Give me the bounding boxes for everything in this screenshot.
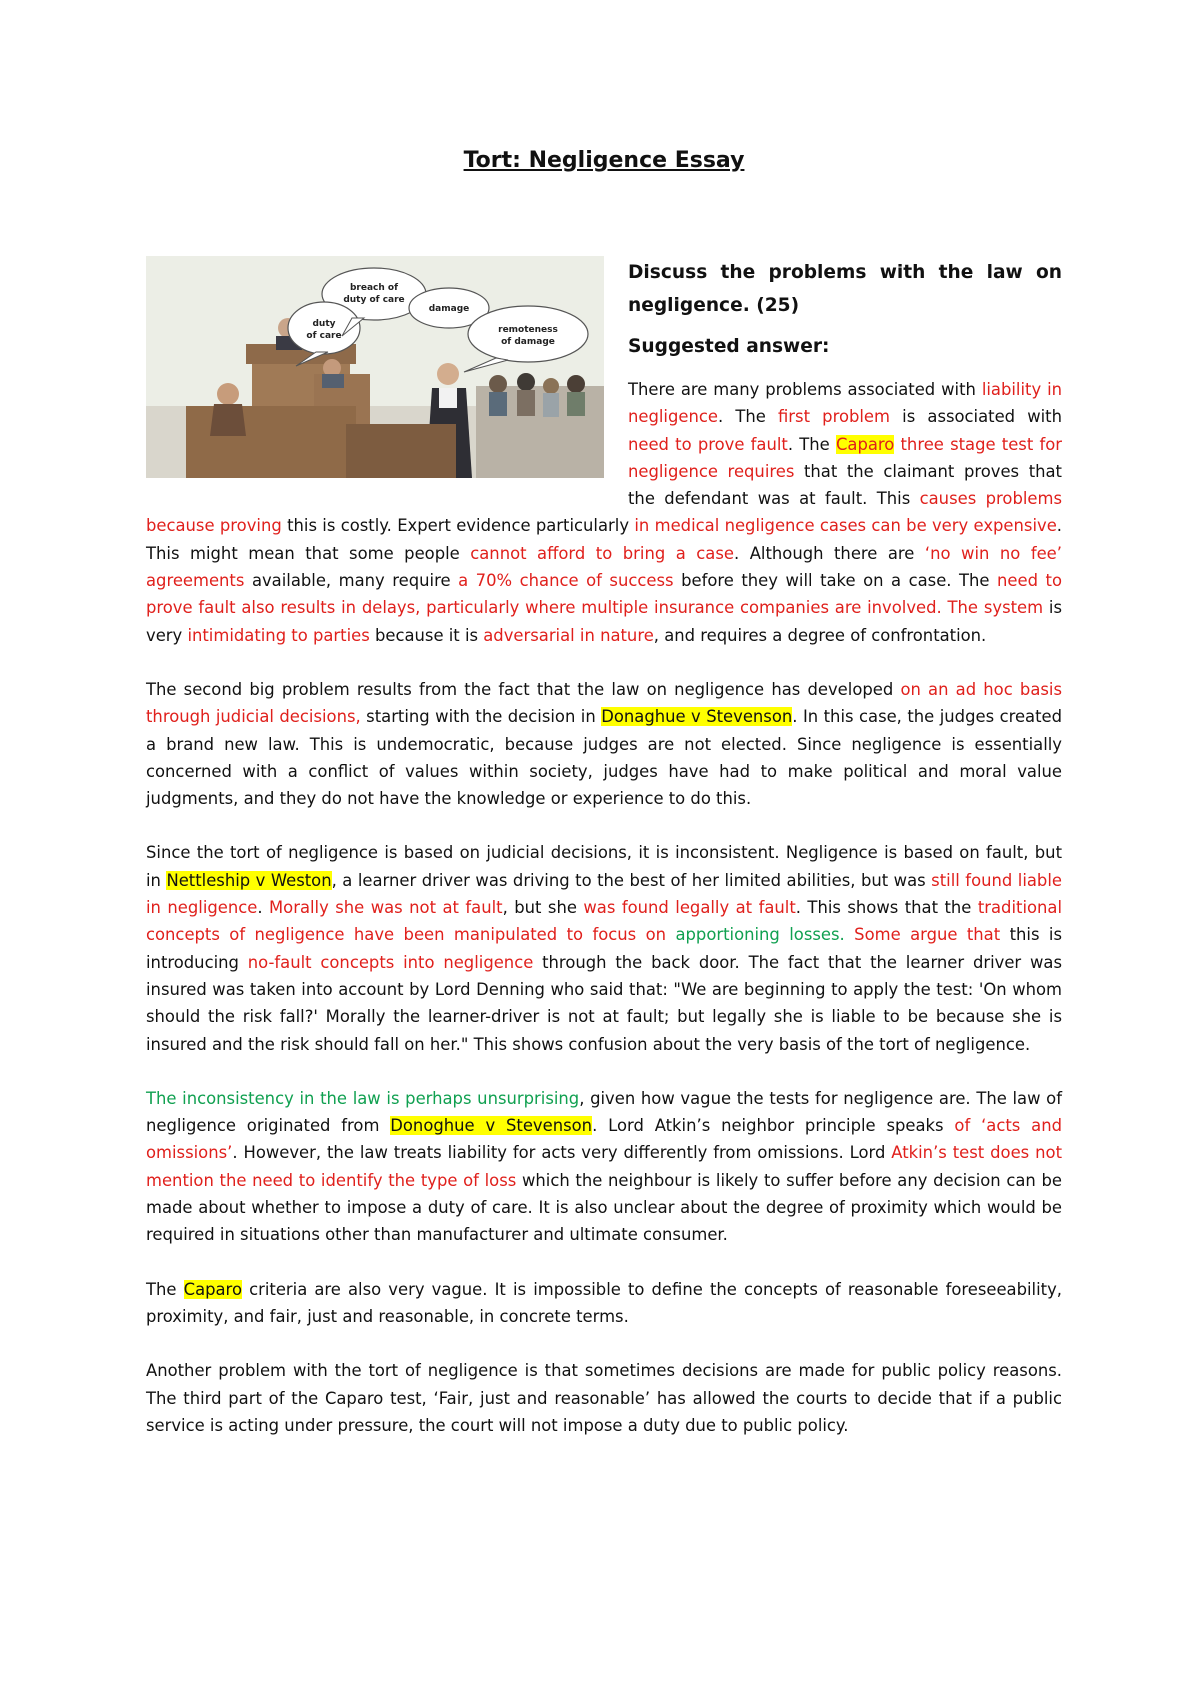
text-run: apportioning losses. [675, 925, 845, 945]
bubble-duty-line1: duty [312, 319, 336, 329]
text-run: before they will take on a case. The [673, 571, 998, 591]
text-run: . This shows that the [795, 898, 978, 918]
bubble-remoteness-line2: of damage [501, 337, 555, 347]
text-run: Caparo [183, 1279, 242, 1299]
text-run: . Lord Atkin’s neighbor principle speaks [592, 1116, 955, 1136]
text-run: criteria are also very vague. It is impossible to define the concepts of reasonable foreseeability, proximity, and fair, just and reasonable, in concrete terms. [146, 1279, 1062, 1326]
text-run: The second big problem results from the fact that the law on negligence has developed [146, 679, 901, 699]
text-run: . In this case, the judges created a brand new law. This is undemocratic, because judges are not elected. Since negligence is essentially concerned with a conflict of values within society, judges have had to make political and moral value judgments, and they do not have the knowledge or experience to do this. [146, 707, 1063, 809]
text-run: causes problems because proving [146, 489, 1062, 536]
text-run: Nettleship v Weston [166, 870, 332, 890]
text-run: no-fault concepts into negligence [247, 952, 534, 972]
text-run: still found liable in negligence [146, 870, 1062, 918]
text-run: this is costly. Expert evidence particularly [281, 516, 635, 536]
text-run: which the neighbour is likely to suffer before any decision can be made about whether to impose a duty of care. It is also unclear about the degree of proximity which would be required in situations other than manufacturer and ultimate consumer. [146, 1170, 1062, 1245]
bubble-damage: damage [428, 304, 470, 314]
text-run: . The [787, 434, 836, 454]
suggested-answer-label: Suggested answer: [628, 336, 830, 357]
text-run: Donoghue v Stevenson [390, 1116, 593, 1136]
text-run: . The [717, 407, 778, 427]
paragraph-2 [146, 676, 1062, 812]
text-run: through the back door. The fact that the learner driver was insured was taken into account by Lord Denning who said that: "We are beginning to apply the test: 'On whom should the risk fall?' Morally the learner-driver is not at fault; but legally she is liable to be because she is insured and the risk should fall on her." This shows confusion about the very basis of the tort of negligence. [146, 952, 1062, 1054]
text-run: , given how vague the tests for negligence are. The law of negligence originated from [146, 1088, 1062, 1136]
text-run: need to prove fault also results in delays, particularly where multiple insurance companies are involved. The system [146, 571, 1062, 618]
text-run: Since the tort of negligence is based on judicial decisions, it is inconsistent. Negligence is based on fault, but in [146, 843, 1062, 890]
paragraph-6 [146, 1357, 1062, 1439]
text-run: available, many require [244, 571, 459, 591]
text-run: in medical negligence cases can be very expensive [634, 516, 1057, 536]
essay-question: Discuss the problems with the law on negligence. (25) [628, 262, 1062, 316]
text-run: Another problem with the tort of negligence is that sometimes decisions are made for public policy reasons. The third part of the Caparo test, ‘Fair, just and reasonable’ has allowed the courts to decide that if a public service is acting under pressure, the court will not impose a duty due to public policy. [146, 1361, 1062, 1435]
text-run: on an ad hoc basis through judicial decisions, [146, 679, 1062, 727]
text-run: , but she [502, 898, 584, 918]
text-run: Morally she was not at fault [269, 898, 503, 918]
text-run: cannot afford to bring a case [470, 543, 734, 563]
text-run: The inconsistency in the law is perhaps unsurprising [146, 1088, 580, 1108]
text-run: . [257, 898, 270, 918]
text-run: is associated with [890, 407, 1063, 427]
text-run: The [146, 1279, 184, 1299]
bubble-remoteness-line1: remoteness [498, 325, 558, 335]
text-run: this is introducing [146, 925, 1062, 972]
text-run: Caparo [835, 434, 895, 454]
text-run: , a learner driver was driving to the best of her limited abilities, but was [331, 870, 932, 890]
essay-body [146, 256, 1062, 1466]
text-run: starting with the decision in [360, 707, 602, 727]
text-run: a 70% chance of success [458, 571, 674, 591]
text-run: is very [146, 598, 1062, 645]
text-run: because it is [369, 625, 484, 645]
text-run: of ‘acts and omissions’ [146, 1116, 1062, 1163]
text-run: . However, the law treats liability for acts very differently from omissions. Lord [232, 1143, 892, 1163]
text-run: . Although there are [733, 543, 925, 563]
text-run: . This might mean that some people [146, 516, 1063, 563]
paragraph-5 [146, 1276, 1062, 1331]
text-run: There are many problems associated with [628, 380, 982, 399]
text-run: need to prove fault [628, 434, 788, 454]
text-run: liability in negligence [628, 380, 1063, 427]
text-run: traditional concepts of negligence have been manipulated to focus on [146, 898, 1063, 945]
text-run: ‘no win no fee’ agreements [146, 543, 1062, 591]
bubble-duty-line2: of care [306, 331, 342, 341]
paragraph-4 [146, 1085, 1062, 1249]
text-run: intimidating to parties [187, 625, 370, 645]
text-run: , and requires a degree of confrontation. [653, 625, 987, 645]
text-run: that the claimant proves that the defendant was at fault. This [628, 461, 1062, 509]
text-run: Atkin’s test does not mention the need to identify the type of loss [146, 1143, 1062, 1190]
text-run [845, 925, 854, 944]
bubble-breach-line2: duty of care [343, 295, 405, 305]
paragraph-3 [146, 839, 1062, 1057]
text-run: was found legally at fault [583, 898, 796, 918]
text-run: first problem [777, 407, 890, 427]
text-run: Donaghue v Stevenson [601, 707, 793, 727]
text-run: three stage test for negligence requires [628, 434, 1063, 481]
text-run: Some argue that [854, 925, 1001, 945]
text-run: adversarial in nature [483, 625, 654, 645]
document-title: Tort: Negligence Essay [463, 148, 745, 173]
bubble-breach-line1: breach of [349, 283, 399, 293]
